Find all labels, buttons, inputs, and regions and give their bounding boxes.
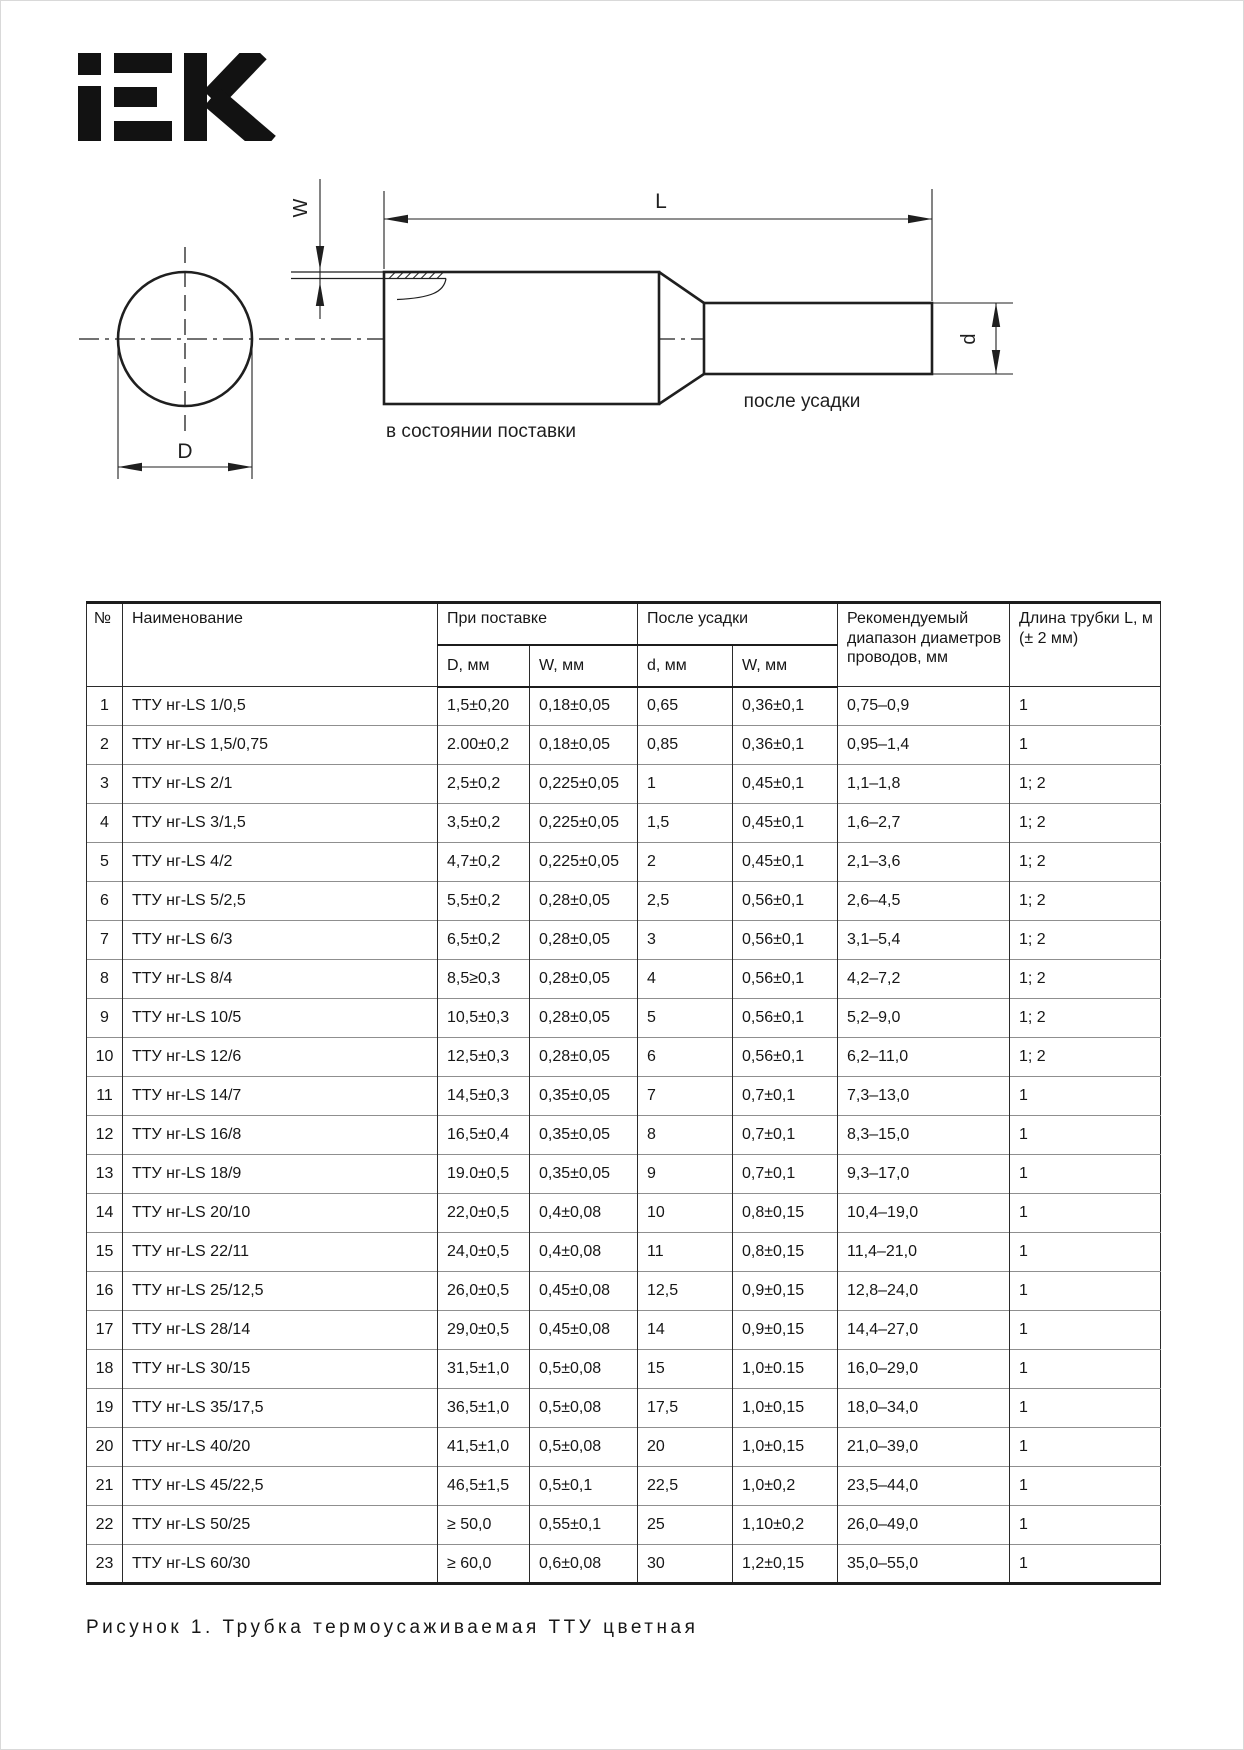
cell-name: ТТУ нг-LS 50/25 [123,1506,438,1545]
cell-w_supply: 0,18±0,05 [530,726,638,765]
table-row [87,1116,1161,1155]
cell-d_supply: 36,5±1,0 [438,1389,530,1428]
cell-d_after: 2,5 [638,882,733,921]
figure-caption: Рисунок 1. Трубка термоусаживаемая ТТУ цветная [86,1617,699,1638]
cell-d_supply: 10,5±0,3 [438,999,530,1038]
col-header-after-w: W, мм [733,645,838,687]
table-row [87,687,1161,726]
cell-wire_range: 12,8–24,0 [838,1272,1010,1311]
cell-d_supply: ≥ 60,0 [438,1545,530,1584]
col-header-supply-group: При поставке [438,603,638,645]
cell-num: 18 [87,1350,123,1389]
cell-name: ТТУ нг-LS 20/10 [123,1194,438,1233]
cell-w_after: 0,7±0,1 [733,1077,838,1116]
col-header-supply-d: D, мм [438,645,530,687]
cell-d_supply: 46,5±1,5 [438,1467,530,1506]
cell-name: ТТУ нг-LS 12/6 [123,1038,438,1077]
cell-w_supply: 0,28±0,05 [530,999,638,1038]
table-row [87,1038,1161,1077]
cone-bottom [659,374,704,404]
cell-length: 1 [1010,1467,1161,1506]
cell-d_after: 17,5 [638,1389,733,1428]
cell-w_after: 0,56±0,1 [733,921,838,960]
cell-w_supply: 0,35±0,05 [530,1077,638,1116]
cell-d_supply: 4,7±0,2 [438,843,530,882]
cell-d_after: 1 [638,765,733,804]
cell-length: 1 [1010,1116,1161,1155]
dim-L-label: L [655,190,667,213]
cell-name: ТТУ нг-LS 30/15 [123,1350,438,1389]
spec-table [86,601,1161,1585]
cell-w_supply: 0,225±0,05 [530,843,638,882]
cell-length: 1 [1010,1233,1161,1272]
cell-wire_range: 7,3–13,0 [838,1077,1010,1116]
cell-d_supply: 29,0±0,5 [438,1311,530,1350]
cell-length: 1; 2 [1010,765,1161,804]
table-row [87,999,1161,1038]
cell-length: 1; 2 [1010,882,1161,921]
table-row [87,1467,1161,1506]
cell-w_supply: 0,28±0,05 [530,882,638,921]
dim-W-label: W [290,198,312,218]
cell-length: 1 [1010,1506,1161,1545]
cell-d_after: 22,5 [638,1467,733,1506]
cell-w_after: 0,56±0,1 [733,960,838,999]
cell-num: 3 [87,765,123,804]
cell-w_after: 1,0±0,2 [733,1467,838,1506]
cell-w_supply: 0,45±0,08 [530,1272,638,1311]
cell-wire_range: 18,0–34,0 [838,1389,1010,1428]
cell-w_after: 1,0±0,15 [733,1428,838,1467]
cell-w_after: 0,36±0,1 [733,726,838,765]
cell-name: ТТУ нг-LS 3/1,5 [123,804,438,843]
cell-wire_range: 8,3–15,0 [838,1116,1010,1155]
cell-name: ТТУ нг-LS 45/22,5 [123,1467,438,1506]
cell-w_supply: 0,4±0,08 [530,1194,638,1233]
table-row [87,1428,1161,1467]
cone-top [659,272,704,303]
cell-d_after: 11 [638,1233,733,1272]
cell-w_supply: 0,225±0,05 [530,804,638,843]
cell-d_after: 10 [638,1194,733,1233]
cell-d_supply: 1,5±0,20 [438,687,530,726]
cell-d_after: 14 [638,1311,733,1350]
cell-name: ТТУ нг-LS 25/12,5 [123,1272,438,1311]
col-header-length: Длина трубки L, м (± 2 мм) [1010,603,1161,687]
cell-d_supply: 22,0±0,5 [438,1194,530,1233]
cell-num: 13 [87,1155,123,1194]
dim-D-label: D [177,440,193,463]
table-row [87,1389,1161,1428]
table-row [87,1311,1161,1350]
cell-length: 1 [1010,1545,1161,1584]
cell-num: 23 [87,1545,123,1584]
cell-length: 1; 2 [1010,1038,1161,1077]
cell-wire_range: 2,1–3,6 [838,843,1010,882]
cell-w_after: 0,45±0,1 [733,804,838,843]
cell-w_supply: 0,28±0,05 [530,1038,638,1077]
cell-wire_range: 5,2–9,0 [838,999,1010,1038]
cell-d_after: 7 [638,1077,733,1116]
cell-wire_range: 9,3–17,0 [838,1155,1010,1194]
cell-length: 1 [1010,1428,1161,1467]
cell-length: 1 [1010,1350,1161,1389]
cell-wire_range: 14,4–27,0 [838,1311,1010,1350]
cell-length: 1 [1010,687,1161,726]
cell-name: ТТУ нг-LS 2/1 [123,765,438,804]
cell-num: 10 [87,1038,123,1077]
after-shrink-label: после усадки [743,391,861,412]
cell-d_supply: 31,5±1,0 [438,1350,530,1389]
cell-w_supply: 0,6±0,08 [530,1545,638,1584]
cell-name: ТТУ нг-LS 14/7 [123,1077,438,1116]
cell-d_supply: ≥ 50,0 [438,1506,530,1545]
cell-d_after: 2 [638,843,733,882]
cell-w_supply: 0,5±0,08 [530,1350,638,1389]
table-row [87,804,1161,843]
table-row [87,921,1161,960]
cell-w_after: 0,56±0,1 [733,1038,838,1077]
cell-name: ТТУ нг-LS 5/2,5 [123,882,438,921]
cell-w_supply: 0,4±0,08 [530,1233,638,1272]
cell-d_supply: 6,5±0,2 [438,921,530,960]
cell-num: 6 [87,882,123,921]
cell-w_after: 0,7±0,1 [733,1155,838,1194]
cell-length: 1; 2 [1010,999,1161,1038]
cell-w_supply: 0,55±0,1 [530,1506,638,1545]
cell-length: 1 [1010,1311,1161,1350]
col-header-supply-w: W, мм [530,645,638,687]
cell-w_after: 0,45±0,1 [733,765,838,804]
cell-w_after: 0,9±0,15 [733,1272,838,1311]
cell-w_after: 0,7±0,1 [733,1116,838,1155]
cell-length: 1; 2 [1010,960,1161,999]
cell-length: 1 [1010,1194,1161,1233]
cell-wire_range: 21,0–39,0 [838,1428,1010,1467]
tube-shrunk-body [704,303,932,374]
cell-name: ТТУ нг-LS 18/9 [123,1155,438,1194]
cell-d_after: 30 [638,1545,733,1584]
cell-length: 1 [1010,726,1161,765]
cell-w_supply: 0,18±0,05 [530,687,638,726]
cell-d_after: 0,65 [638,687,733,726]
table-row [87,1233,1161,1272]
cell-w_supply: 0,35±0,05 [530,1155,638,1194]
cell-length: 1 [1010,1389,1161,1428]
cell-num: 7 [87,921,123,960]
cell-d_after: 6 [638,1038,733,1077]
delivery-state-label: в состоянии поставки [386,421,576,442]
cell-d_after: 15 [638,1350,733,1389]
cell-wire_range: 6,2–11,0 [838,1038,1010,1077]
cell-d_after: 20 [638,1428,733,1467]
cell-length: 1 [1010,1155,1161,1194]
cell-w_after: 0,8±0,15 [733,1233,838,1272]
cell-d_supply: 24,0±0,5 [438,1233,530,1272]
cell-name: ТТУ нг-LS 4/2 [123,843,438,882]
cell-d_supply: 26,0±0,5 [438,1272,530,1311]
cell-name: ТТУ нг-LS 16/8 [123,1116,438,1155]
cell-wire_range: 26,0–49,0 [838,1506,1010,1545]
cell-w_after: 0,56±0,1 [733,882,838,921]
cell-w_after: 1,0±0.15 [733,1350,838,1389]
cell-d_after: 25 [638,1506,733,1545]
cell-wire_range: 0,75–0,9 [838,687,1010,726]
cell-num: 9 [87,999,123,1038]
cell-name: ТТУ нг-LS 40/20 [123,1428,438,1467]
cell-w_after: 0,36±0,1 [733,687,838,726]
cell-d_after: 9 [638,1155,733,1194]
cell-d_after: 0,85 [638,726,733,765]
cell-d_supply: 41,5±1,0 [438,1428,530,1467]
cell-d_after: 1,5 [638,804,733,843]
cell-num: 4 [87,804,123,843]
cell-name: ТТУ нг-LS 1/0,5 [123,687,438,726]
cell-name: ТТУ нг-LS 60/30 [123,1545,438,1584]
cell-d_after: 8 [638,1116,733,1155]
table-row [87,1272,1161,1311]
cell-num: 20 [87,1428,123,1467]
cell-length: 1; 2 [1010,921,1161,960]
cell-wire_range: 0,95–1,4 [838,726,1010,765]
cell-wire_range: 2,6–4,5 [838,882,1010,921]
cell-w_after: 0,56±0,1 [733,999,838,1038]
cell-d_after: 3 [638,921,733,960]
col-header-after-d: d, мм [638,645,733,687]
cell-w_after: 1,0±0,15 [733,1389,838,1428]
cell-w_supply: 0,28±0,05 [530,921,638,960]
table-row [87,1545,1161,1584]
table-row [87,960,1161,999]
cell-name: ТТУ нг-LS 1,5/0,75 [123,726,438,765]
cell-d_supply: 14,5±0,3 [438,1077,530,1116]
cell-d_supply: 12,5±0,3 [438,1038,530,1077]
cell-w_supply: 0,35±0,05 [530,1116,638,1155]
cell-name: ТТУ нг-LS 6/3 [123,921,438,960]
cell-num: 11 [87,1077,123,1116]
dim-d-small-label: d [958,333,980,345]
table-row [87,1194,1161,1233]
cell-w_supply: 0,5±0,08 [530,1428,638,1467]
cell-d_supply: 2.00±0,2 [438,726,530,765]
cell-wire_range: 11,4–21,0 [838,1233,1010,1272]
col-header-after-group: После усадки [638,603,838,645]
cell-num: 12 [87,1116,123,1155]
cell-num: 5 [87,843,123,882]
spec-table-body [87,687,1161,1584]
table-row [87,765,1161,804]
cell-wire_range: 3,1–5,4 [838,921,1010,960]
cell-wire_range: 1,6–2,7 [838,804,1010,843]
cell-wire_range: 10,4–19,0 [838,1194,1010,1233]
cell-d_supply: 8,5≥0,3 [438,960,530,999]
cell-name: ТТУ нг-LS 8/4 [123,960,438,999]
cell-d_supply: 16,5±0,4 [438,1116,530,1155]
table-row [87,1506,1161,1545]
table-row [87,726,1161,765]
cell-num: 1 [87,687,123,726]
cell-d_after: 5 [638,999,733,1038]
spec-table-header [87,603,1161,687]
cell-name: ТТУ нг-LS 10/5 [123,999,438,1038]
cell-w_after: 1,2±0,15 [733,1545,838,1584]
cell-num: 21 [87,1467,123,1506]
cell-wire_range: 1,1–1,8 [838,765,1010,804]
cell-wire_range: 4,2–7,2 [838,960,1010,999]
cell-w_after: 0,8±0,15 [733,1194,838,1233]
cell-num: 8 [87,960,123,999]
cell-wire_range: 35,0–55,0 [838,1545,1010,1584]
cell-num: 2 [87,726,123,765]
col-header-name: Наименование [123,603,438,687]
cell-wire_range: 16,0–29,0 [838,1350,1010,1389]
cell-name: ТТУ нг-LS 35/17,5 [123,1389,438,1428]
cell-w_supply: 0,5±0,1 [530,1467,638,1506]
cell-d_supply: 3,5±0,2 [438,804,530,843]
cell-length: 1 [1010,1077,1161,1116]
cell-num: 22 [87,1506,123,1545]
tube-supplied-body [384,272,659,404]
cell-length: 1 [1010,1272,1161,1311]
cell-num: 15 [87,1233,123,1272]
table-row [87,882,1161,921]
cell-d_supply: 5,5±0,2 [438,882,530,921]
cell-d_supply: 19.0±0,5 [438,1155,530,1194]
cell-num: 19 [87,1389,123,1428]
cell-length: 1; 2 [1010,804,1161,843]
cell-w_supply: 0,45±0,08 [530,1311,638,1350]
cell-num: 17 [87,1311,123,1350]
cell-name: ТТУ нг-LS 22/11 [123,1233,438,1272]
col-header-num: № [87,603,123,687]
cell-num: 14 [87,1194,123,1233]
cell-w_supply: 0,225±0,05 [530,765,638,804]
cell-d_supply: 2,5±0,2 [438,765,530,804]
cell-d_after: 4 [638,960,733,999]
cell-w_after: 0,9±0,15 [733,1311,838,1350]
cell-wire_range: 23,5–44,0 [838,1467,1010,1506]
table-row [87,843,1161,882]
cell-w_after: 0,45±0,1 [733,843,838,882]
cell-w_after: 1,10±0,2 [733,1506,838,1545]
col-header-wire-range: Рекомендуемый диапазон диаметров проводов, мм [838,603,1010,687]
cell-length: 1; 2 [1010,843,1161,882]
cell-name: ТТУ нг-LS 28/14 [123,1311,438,1350]
tube-drawing [1,1,1244,501]
table-row [87,1155,1161,1194]
cell-num: 16 [87,1272,123,1311]
cell-w_supply: 0,5±0,08 [530,1389,638,1428]
table-row [87,1077,1161,1116]
cell-d_after: 12,5 [638,1272,733,1311]
table-row [87,1350,1161,1389]
cell-w_supply: 0,28±0,05 [530,960,638,999]
